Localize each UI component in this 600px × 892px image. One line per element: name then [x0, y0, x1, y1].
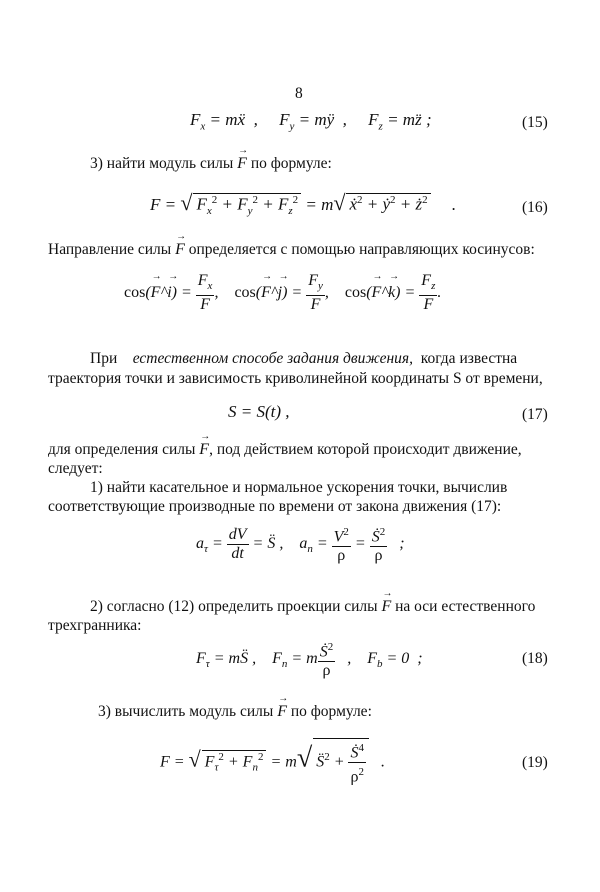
natural-method-line1 [90, 349, 517, 368]
force-vector-symbol: → F [199, 440, 209, 459]
direction-suffix: определяется с помощью направляющих косинусов: [188, 241, 535, 258]
force-vector-symbol: → F [237, 154, 247, 173]
step3-paragraph [90, 154, 332, 173]
for-force-text: для определения силы [48, 441, 196, 458]
step3-suffix: по формуле: [250, 155, 332, 172]
step3b-text: 3) вычислить модуль силы [98, 703, 274, 720]
step3-text: 3) найти модуль силы [90, 155, 234, 172]
direction-paragraph [48, 240, 535, 259]
equation-17-number: (17) [522, 406, 548, 423]
equation-18: $F_\tau$ = mS̈ , $F_n = m$ $\frac{Ṡ^2}{\rho}$ , $F_b = 0$ ; [196, 638, 423, 680]
force-vector-symbol: → F [277, 702, 287, 721]
step2-text: 2) согласно (12) определить проекции силы [90, 598, 378, 615]
for-force-suffix: , под действием которой происходит движение, [209, 441, 522, 458]
equation-16: F = √ $F_x^2 + F_y^2 + F_z^2 = m√$ ẋ$^2$ + ẏ$^2$ + $ż^2$ . [150, 190, 457, 218]
step3b-paragraph [98, 702, 372, 721]
equation-19-number: (19) [522, 754, 548, 771]
direction-text: Направление силы [48, 241, 172, 258]
equation-19: F = √ $F_\tau^2 + F_n^2 = m√$ S̈$^2$ + $\frac{Ṡ^4}{\rho^2}$ . [160, 738, 385, 787]
force-vector-symbol: → F [381, 597, 391, 616]
equation-17: S = S(t) , [228, 402, 290, 421]
step3b-suffix: по формуле: [290, 703, 372, 720]
page-number: 8 [295, 85, 303, 102]
natural-text-c: когда известна [420, 350, 518, 367]
accelerations-formula: $a_\tau$ = $\frac{dV}{dt}$ = S̈ , $a_n$ = $\frac{V^2}{\rho}$ = $\frac{Ṡ^2}{\rho}$ ; [196, 523, 405, 565]
step1-line1: 1) найти касательное и нормальное ускорения точки, вычислив [90, 479, 508, 496]
equation-16-number: (16) [522, 199, 548, 216]
step2-line2: трехгранника: [48, 617, 142, 634]
direction-cosines-formula: cos(→ F^→ i) = $\frac{F_x}{F}$ , cos(→ F^→ j) = $\frac{F_y}{F}$ , cos(→ F^→ k) = $\frac{F_z}{F}$ . [124, 272, 441, 314]
step2-suffix: на оси естественного [395, 598, 536, 615]
equation-15-number: (15) [522, 114, 548, 131]
natural-method-line2: траектория точки и зависимость криволинейной координаты S от времени, [48, 370, 543, 387]
for-force-line2: следует: [48, 460, 103, 477]
natural-text-a: При [90, 350, 118, 367]
natural-text-emphasis: естественном способе задания движения, [132, 350, 413, 367]
step1-line2: соответствующие производные по времени от закона движения (17): [48, 498, 502, 515]
for-force-line1 [48, 440, 522, 459]
force-vector-symbol: → F [175, 240, 185, 259]
equation-18-number: (18) [522, 650, 548, 667]
equation-15: $F_x$ = mẍ , $F_y$ = mÿ , $F_z$ = mz̈ ; [190, 110, 432, 133]
step2-line1 [90, 597, 535, 616]
